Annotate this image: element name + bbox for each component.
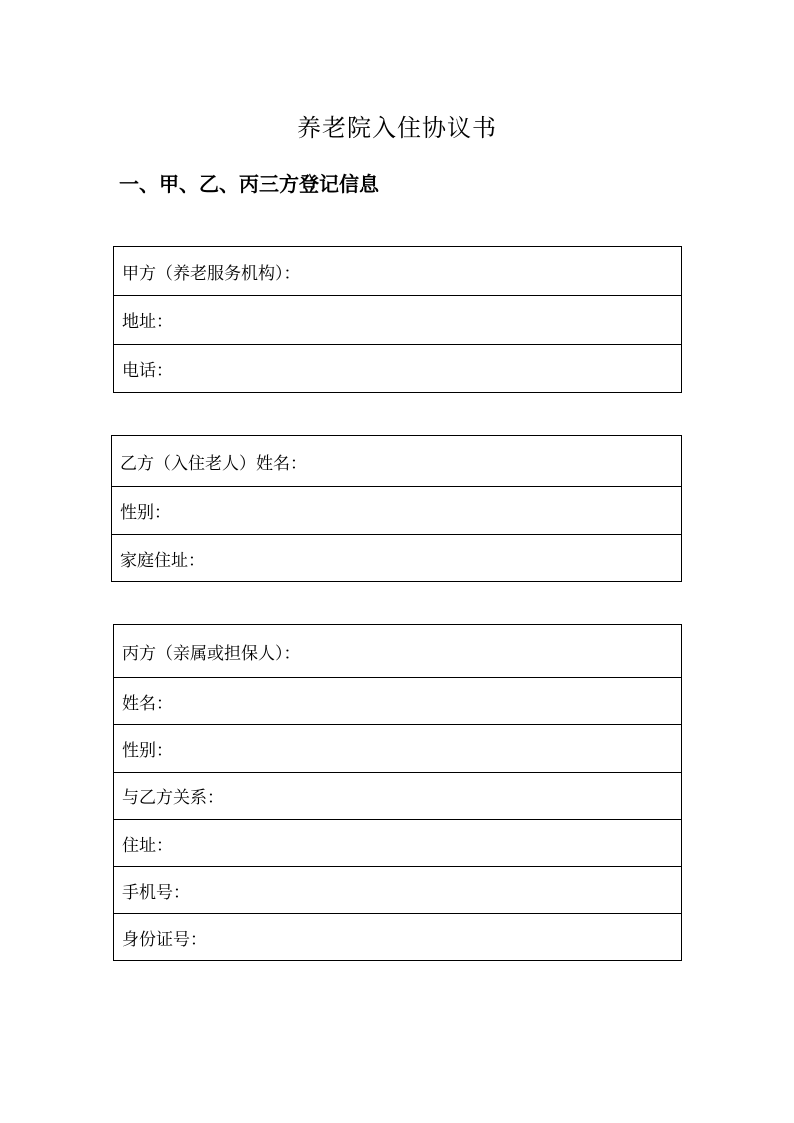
party-b-home-address-field[interactable]: 家庭住址： — [112, 534, 681, 581]
party-a-table — [113, 246, 682, 393]
section-heading-registration: 一、甲、乙、丙三方登记信息 — [119, 172, 379, 196]
party-b-gender-field[interactable]: 性别： — [112, 486, 681, 534]
party-b-name-field[interactable]: 乙方（入住老人）姓名： — [120, 453, 307, 474]
party-c-relationship-field[interactable]: 与乙方关系： — [114, 772, 681, 819]
party-c-table — [113, 624, 682, 961]
party-a-institution-field[interactable]: 甲方（养老服务机构）： — [122, 263, 301, 284]
party-c-header-row: 丙方（亲属或担保人）： — [122, 643, 301, 664]
party-c-id-number-field[interactable]: 身份证号： — [114, 913, 681, 960]
document-title: 养老院入住协议书 — [297, 114, 497, 142]
party-a-address-field[interactable]: 地址： — [114, 295, 681, 343]
party-c-address-field[interactable]: 住址： — [114, 819, 681, 866]
party-c-mobile-field[interactable]: 手机号： — [114, 866, 681, 913]
party-b-table — [111, 435, 682, 582]
party-a-phone-field[interactable]: 电话： — [114, 344, 681, 392]
party-c-gender-field[interactable]: 性别： — [114, 724, 681, 771]
party-c-name-field[interactable]: 姓名： — [114, 677, 681, 724]
